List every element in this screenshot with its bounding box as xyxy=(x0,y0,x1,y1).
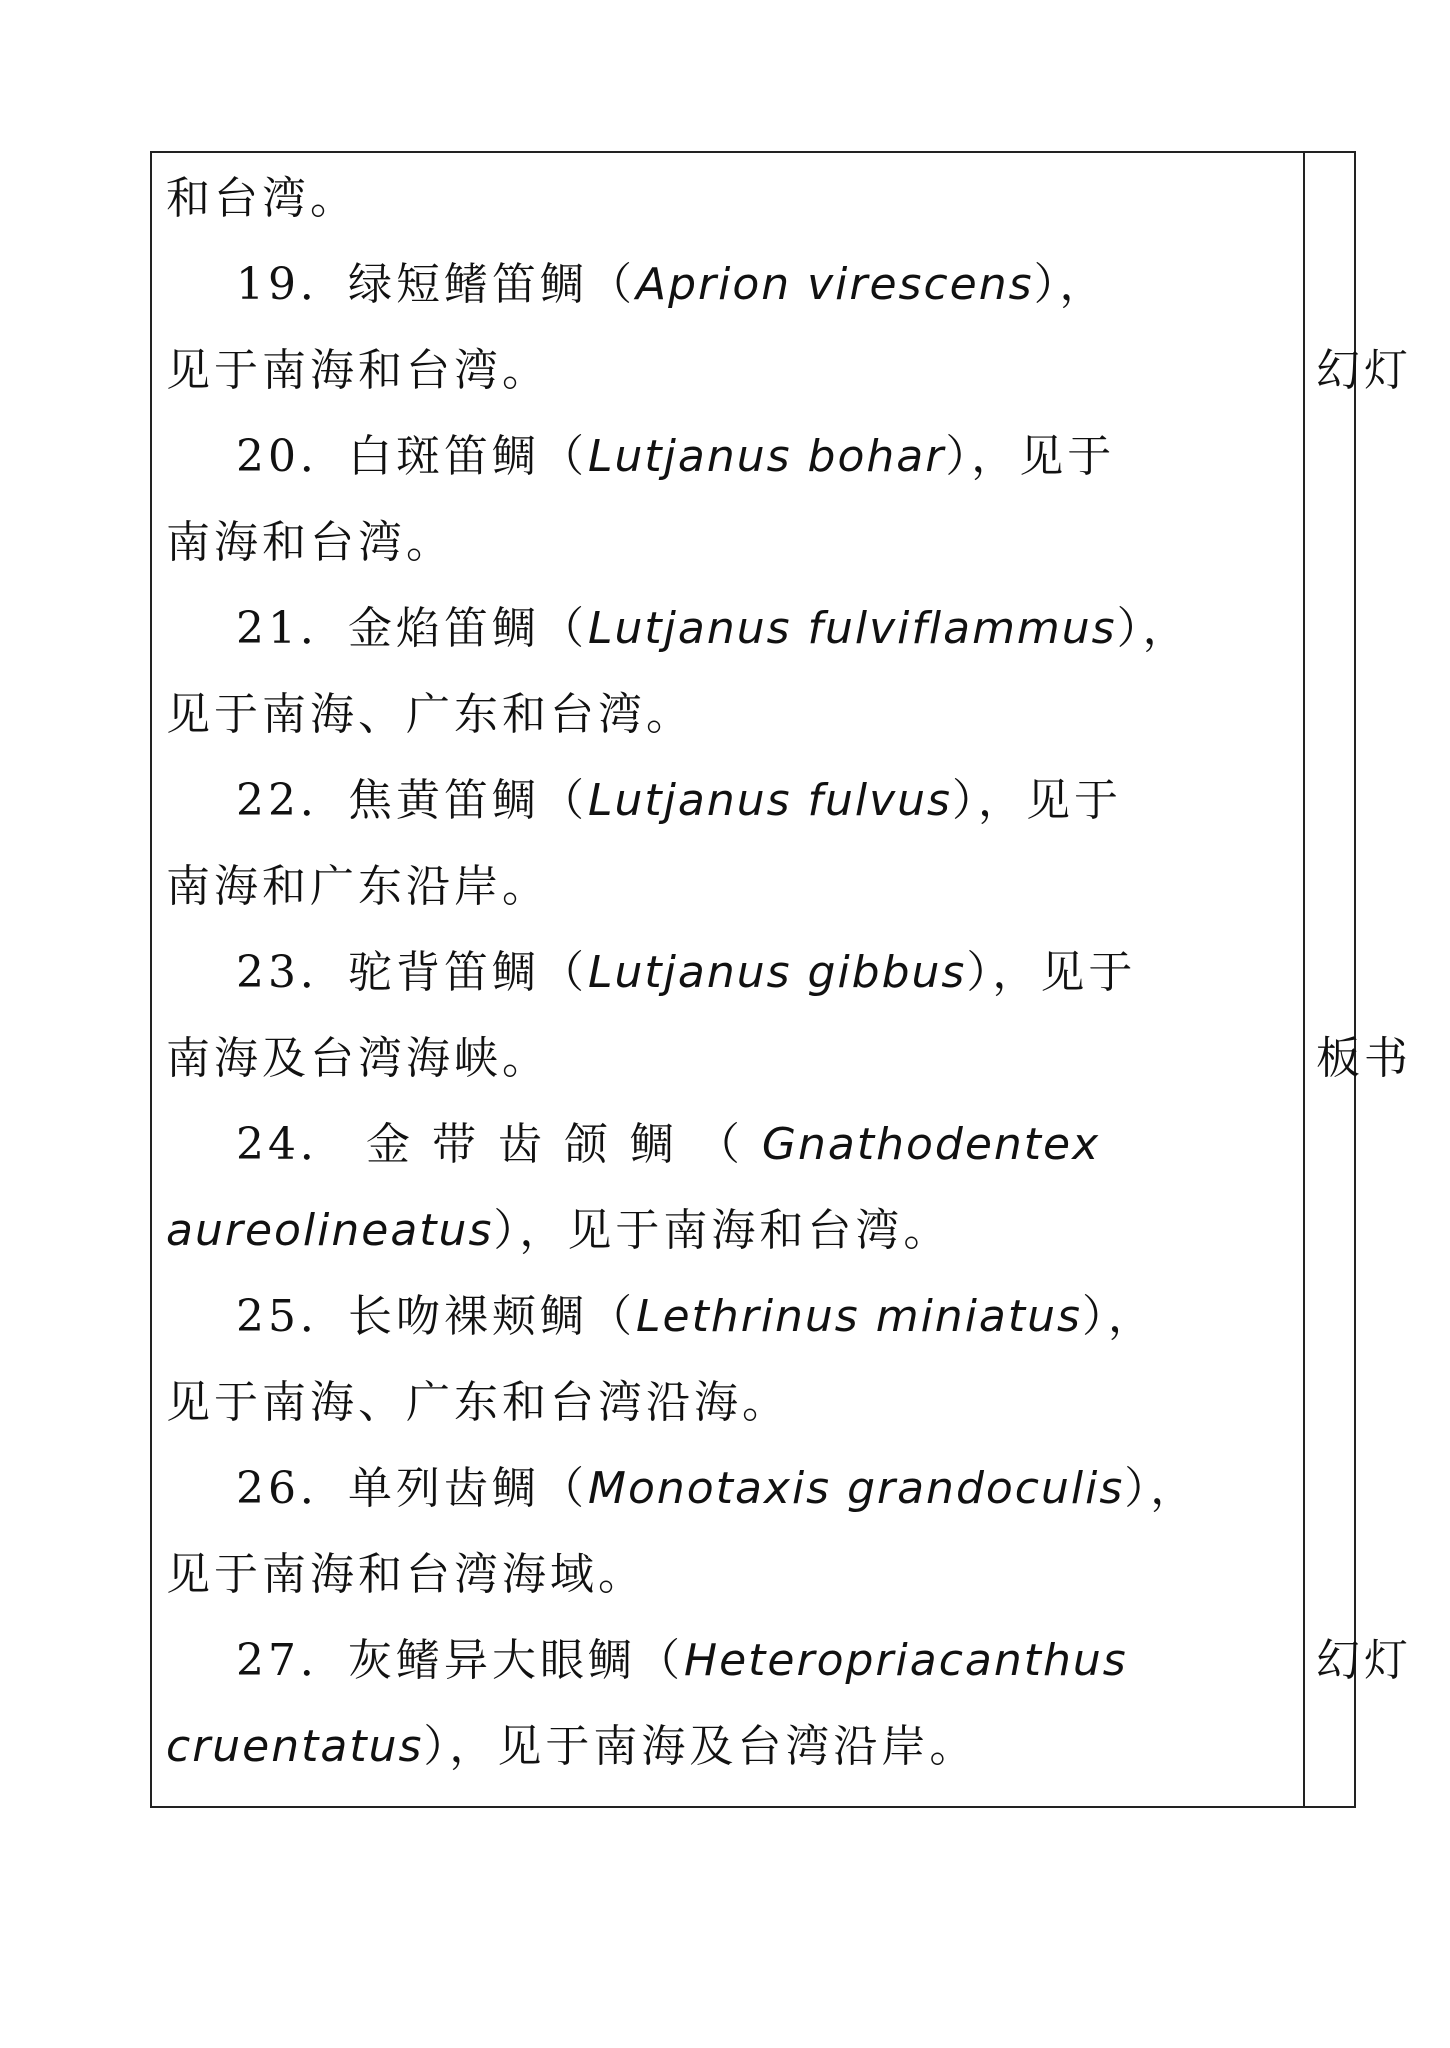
text-line: 南海及台湾海峡。 xyxy=(166,1033,550,1084)
text-line: 见于南海、广东和台湾。 xyxy=(166,689,694,740)
teaching-note: 板书 xyxy=(1316,1033,1412,1084)
species-entry-27: 27．灰鳍异大眼鲷（Heteropriacanthus xyxy=(236,1635,1128,1686)
text-line: 见于南海、广东和台湾沿海。 xyxy=(166,1377,790,1428)
text-line: 南海和台湾。 xyxy=(166,517,454,568)
teaching-note: 幻灯 xyxy=(1316,345,1412,396)
scientific-name: aureolineatus xyxy=(166,1205,494,1256)
teaching-note: 幻灯 xyxy=(1316,1635,1412,1686)
species-entry-21: 21．金焰笛鲷（Lutjanus fulviflammus）， xyxy=(236,603,1191,654)
scientific-name: Aprion virescens xyxy=(636,259,1034,310)
species-entry-20: 20．白斑笛鲷（Lutjanus bohar），见于 xyxy=(236,431,1116,482)
text-line: 和台湾。 xyxy=(166,173,358,224)
scientific-name: Lethrinus miniatus xyxy=(636,1291,1082,1342)
text-line: aureolineatus），见于南海和台湾。 xyxy=(166,1205,952,1256)
scientific-name: Lutjanus fulvus xyxy=(588,775,952,826)
scientific-name: cruentatus xyxy=(166,1721,424,1772)
species-entry-25: 25．长吻裸颊鲷（Lethrinus miniatus）， xyxy=(236,1291,1156,1342)
text-line: 南海和广东沿岸。 xyxy=(166,861,550,912)
teaching-method-cell xyxy=(1316,153,1412,1806)
species-entry-26: 26．单列齿鲷（Monotaxis grandoculis）， xyxy=(236,1463,1199,1514)
scientific-name: Lutjanus gibbus xyxy=(588,947,967,998)
content-table xyxy=(150,151,1412,1808)
text-line: 见于南海和台湾。 xyxy=(166,345,550,396)
species-entry-19: 19．绿短鳍笛鲷（Aprion virescens）， xyxy=(236,259,1108,310)
species-entry-22: 22．焦黄笛鲷（Lutjanus fulvus），见于 xyxy=(236,775,1122,826)
scientific-name: Monotaxis grandoculis xyxy=(588,1463,1125,1514)
species-entry-24: 24． 金 带 齿 颌 鲷 （ Gnathodentex xyxy=(236,1119,1101,1170)
text-line: 见于南海和台湾海域。 xyxy=(166,1549,646,1600)
species-entry-23: 23．驼背笛鲷（Lutjanus gibbus），见于 xyxy=(236,947,1137,998)
scientific-name: Gnathodentex xyxy=(761,1119,1101,1170)
scientific-name: Lutjanus bohar xyxy=(588,431,946,482)
text-line: cruentatus），见于南海及台湾沿岸。 xyxy=(166,1721,978,1772)
scientific-name: Heteropriacanthus xyxy=(684,1635,1128,1686)
scientific-name: Lutjanus fulviflammus xyxy=(588,603,1117,654)
species-list-cell xyxy=(166,153,1291,1806)
column-divider xyxy=(1303,153,1305,1806)
